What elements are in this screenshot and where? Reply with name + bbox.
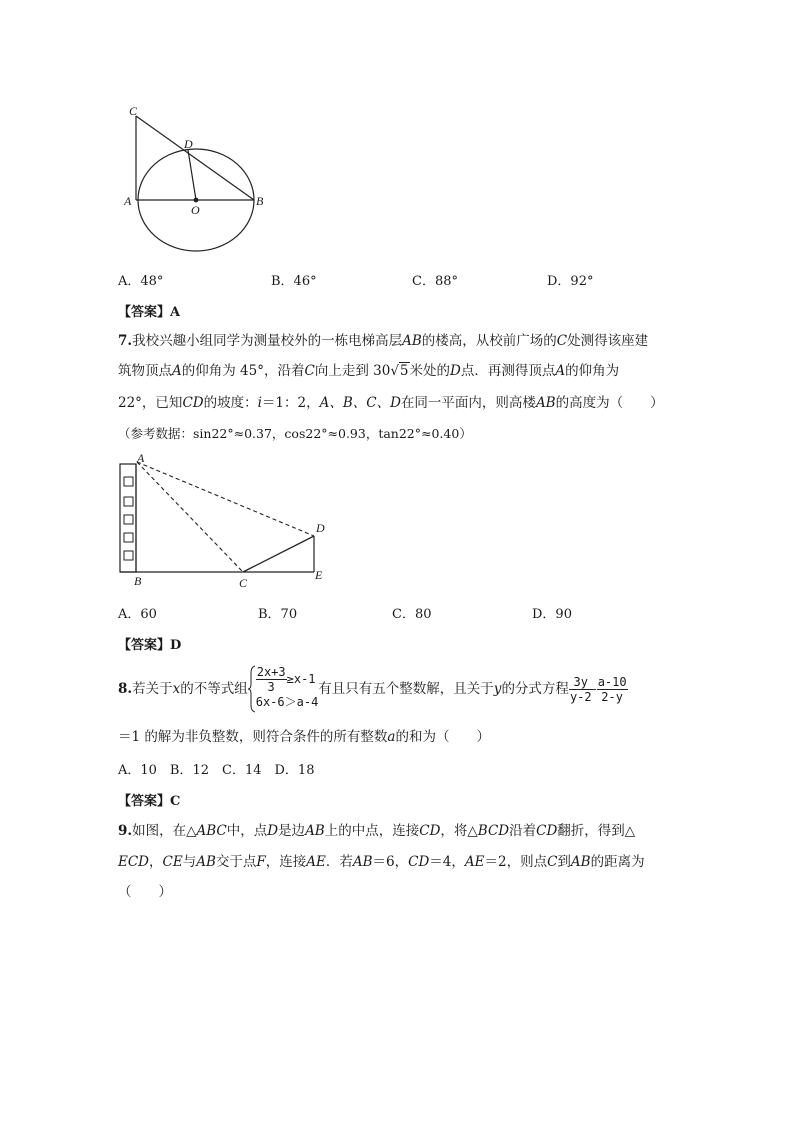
q7-var: A — [172, 363, 182, 379]
q9-text: ＝4， — [429, 854, 465, 870]
q6-option-c[interactable]: C．88° — [412, 274, 458, 289]
q9-text: ＝6， — [372, 854, 409, 870]
q7-number: 7. — [118, 333, 133, 349]
q7-reference-data: （参考数据：sin22°≈0.37，cos22°≈0.93，tan22°≈0.40） — [118, 426, 472, 441]
label-a: A — [137, 451, 145, 465]
q9-var: D — [267, 823, 279, 839]
q7-option-d[interactable]: D．90 — [532, 607, 572, 622]
q7-var: i — [257, 395, 262, 411]
q9-text: ，连接 — [265, 854, 307, 870]
q7-text: ＝1：2， — [261, 395, 320, 411]
q7-answer: 【答案】D — [118, 638, 182, 653]
q9-var: C — [547, 854, 558, 870]
fraction-2x3: $\frac{2x+3}{3}$ — [256, 664, 286, 694]
q8-text: 有且只有五个整数解，且关于 — [318, 681, 494, 697]
q7-text: 在同一平面内，则高楼 — [400, 395, 536, 411]
q9-var: AB — [196, 854, 216, 870]
q8-var: a — [387, 729, 396, 745]
fraction-3y: $\frac{3y}{y-2}$ — [569, 674, 592, 704]
label-d: D — [184, 137, 193, 151]
q9-text: 是边 — [278, 823, 306, 839]
q8-text: 的不等式组 — [180, 681, 248, 697]
q9-var: BCD — [477, 823, 510, 839]
sight-line-ac — [137, 462, 243, 572]
sqrt-symbol: √5 — [390, 363, 409, 379]
q7-var: AB — [402, 333, 422, 349]
q8-text: ＝1 的解为非负整数，则符合条件的所有整数 — [118, 729, 388, 745]
q6-option-b[interactable]: B．46° — [271, 274, 317, 289]
q9-var: CD — [408, 854, 430, 870]
label-d: D — [316, 521, 325, 535]
q9-line-3: （ ） — [118, 884, 172, 900]
system-rhs-1: ≥x-1 — [286, 672, 316, 686]
label-c: C — [239, 576, 248, 590]
q9-var: ECD — [118, 854, 150, 870]
q9-var: ABC — [196, 823, 227, 839]
q7-text: 处测得该座建 — [567, 333, 649, 349]
label-b: B — [256, 194, 264, 208]
q9-text: 交于点 — [215, 854, 257, 870]
window-3 — [124, 515, 133, 524]
q7-option-b[interactable]: B．70 — [258, 607, 298, 622]
building — [120, 464, 136, 572]
system-rows — [256, 666, 319, 712]
q9-text: ＝2，则点 — [484, 854, 548, 870]
q9-var: CD — [536, 823, 558, 839]
system-row-2: 6x-6＞a-4 — [255, 695, 319, 709]
label-a: A — [124, 194, 132, 208]
q7-var: C — [304, 363, 315, 379]
sqrt-value: 5 — [399, 363, 409, 379]
q9-text: 的距离为 — [590, 854, 645, 870]
window-1 — [124, 477, 133, 486]
q7-line-2 — [118, 361, 619, 381]
center-dot — [194, 198, 199, 203]
q9-text: ，将△ — [440, 823, 478, 839]
q7-text: 米处的 — [409, 363, 451, 379]
q9-var: AB — [352, 854, 373, 870]
q7-option-a[interactable]: A．60 — [118, 607, 157, 622]
q7-var: A、B、C、D — [319, 395, 401, 411]
q8-line-1 — [118, 664, 628, 714]
q7-text: 的坡度： — [203, 395, 258, 411]
q9-var: AE — [464, 854, 485, 870]
q9-var: AB — [305, 823, 325, 839]
segment-cb — [136, 116, 254, 200]
q8-text: 的分式方程 — [501, 681, 569, 697]
circle-diagram — [118, 100, 278, 260]
minus-sign: - — [592, 682, 597, 696]
left-brace — [248, 665, 256, 713]
q7-var: C — [556, 333, 568, 349]
q8-var: x — [172, 681, 181, 697]
q9-line-1 — [118, 821, 635, 841]
q7-var: CD — [182, 395, 204, 411]
slope-cd — [243, 536, 314, 572]
q6-option-a[interactable]: A．48° — [118, 274, 164, 289]
label-e: E — [315, 568, 323, 582]
q9-text: 与 — [182, 854, 197, 870]
q7-text: 我校兴趣小组同学为测量校外的一栋电梯高层 — [132, 333, 403, 349]
q8-options[interactable]: A．10 B．12 C．14 D．18 — [118, 763, 315, 778]
q9-text: 翻折，得到△ — [557, 823, 636, 839]
window-2 — [124, 497, 133, 506]
label-o: O — [191, 203, 200, 217]
q6-answer: 【答案】A — [118, 305, 181, 320]
q9-var: F — [256, 854, 266, 870]
window-4 — [124, 533, 133, 542]
q9-text: 中，点 — [226, 823, 268, 839]
q9-line-2 — [118, 852, 645, 872]
sight-line-ad — [137, 462, 314, 536]
q9-var: AB — [570, 854, 591, 870]
q7-text: 的高度为（ ） — [555, 395, 664, 411]
label-c: C — [129, 104, 138, 118]
q8-number: 8. — [118, 681, 133, 697]
q9-var: CE — [162, 854, 183, 870]
q9-text: 上的中点，连接 — [324, 823, 420, 839]
q7-option-c[interactable]: C．80 — [392, 607, 432, 622]
q7-line-3 — [118, 393, 664, 413]
label-b: B — [134, 574, 142, 588]
q9-text: 如图，在△ — [132, 823, 197, 839]
q7-text: 的楼高，从校前广场的 — [421, 333, 557, 349]
q7-text: 的仰角为 45°，沿着 — [181, 363, 305, 379]
q7-line-1 — [118, 331, 648, 351]
q7-var: A — [555, 363, 566, 379]
q7-var: AB — [535, 395, 556, 411]
q7-text: 筑物顶点 — [118, 363, 172, 379]
q7-text: 的仰角为 — [565, 363, 620, 379]
window-5 — [124, 551, 133, 560]
q7-var: D — [450, 363, 461, 379]
q8-answer: 【答案】C — [118, 794, 181, 809]
q9-text: ， — [149, 854, 163, 870]
q7-text: 点．再测得顶点 — [460, 363, 556, 379]
q9-text: ．若 — [325, 854, 353, 870]
q9-text: 到 — [557, 854, 571, 870]
q9-var: CD — [419, 823, 441, 839]
fraction-a10: $\frac{a-10}{2-y}$ — [597, 674, 627, 704]
q8-line-2 — [118, 727, 490, 747]
q7-text: 向上走到 30 — [314, 363, 391, 379]
q8-var: y — [493, 681, 502, 697]
q8-text: 的和为（ ） — [395, 729, 490, 745]
q7-text: 22°，已知 — [118, 395, 183, 411]
q6-option-d[interactable]: D．92° — [547, 274, 594, 289]
building-diagram — [112, 450, 332, 590]
q8-text: 若关于 — [132, 681, 173, 697]
inequality-system — [248, 665, 319, 713]
q9-number: 9. — [118, 823, 133, 839]
q9-text: 沿着 — [509, 823, 537, 839]
q9-var: AE — [306, 854, 326, 870]
